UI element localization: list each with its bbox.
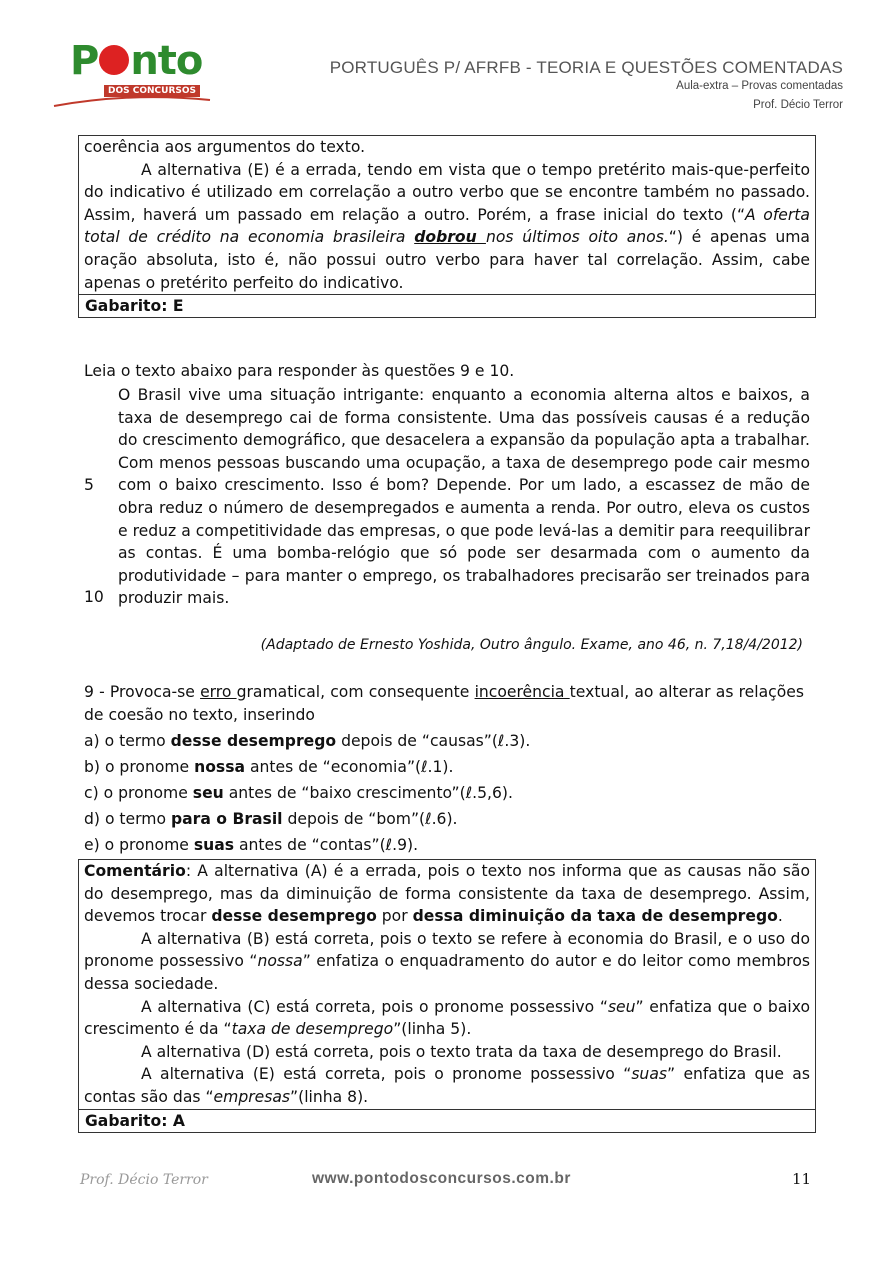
option-a: a) o termo desse desemprego depois de “causas”(ℓ.3). (84, 732, 531, 750)
comment-box-question-9 (78, 859, 816, 1133)
comment-paragraph: A alternativa (C) está correta, pois o pronome possessivo “seu” enfatiza que o baixo crescimento é da “taxa de desemprego”(linha 5). (84, 997, 811, 1039)
logo (52, 38, 217, 110)
logo-wordmark: P nto (70, 38, 203, 84)
footer-author: Prof. Décio Terror (80, 1172, 208, 1188)
option-c: c) o pronome seu antes de “baixo crescimento”(ℓ.5,6). (84, 784, 513, 802)
option-e: e) o pronome suas antes de “contas”(ℓ.9). (84, 836, 419, 854)
logo-subtitle: DOS CONCURSOS (104, 85, 200, 97)
header-author: Prof. Décio Terror (753, 99, 843, 111)
comment-paragraph: A alternativa (E) é a errada, tendo em vista que o tempo pretérito mais-que-perfeito do indicativo é utilizado em correlação a outro verbo que se encontre também no passado. Assim, haverá um passado em relação a outro. Porém, a frase inicial do texto (“A oferta total de crédito na economia brasileira dobrou nos últimos oito anos.“) é apenas uma oração absoluta, isto é, não possui outro verbo para haver tal correlação. Assim, cabe apenas o pretérito perfeito do indicativo. (84, 160, 810, 292)
logo-target-icon (99, 45, 129, 75)
footer-website-link[interactable]: www.pontodosconcursos.com.br (312, 1170, 571, 1187)
comment-line: coerência aos argumentos do texto. (84, 138, 366, 156)
option-d: d) o termo para o Brasil depois de “bom”(ℓ.6). (84, 810, 458, 828)
header-subtitle: Aula-extra – Provas comentadas (676, 80, 843, 92)
answer-key: Gabarito: A (79, 1109, 815, 1132)
option-b: b) o pronome nossa antes de “economia”(ℓ.1). (84, 758, 454, 776)
line-number: 10 (84, 588, 104, 606)
comment-paragraph: A alternativa (D) está correta, pois o texto trata da taxa de desemprego do Brasil. (141, 1042, 782, 1061)
header-title: PORTUGUÊS P/ AFRFB - TEORIA E QUESTÕES COMENTADAS (329, 58, 843, 77)
comment-box-previous (78, 135, 816, 318)
comment-paragraph: A alternativa (B) está correta, pois o texto se refere à economia do Brasil, e o uso do pronome possessivo “nossa” enfatiza o enquadramento do autor e do leitor como membros dessa sociedade. (84, 929, 810, 993)
line-number: 5 (84, 476, 94, 494)
question-9: 9 - Provoca-se erro gramatical, com consequente incoerência textual, ao alterar as relações de coesão no texto, inserindo (84, 683, 805, 724)
comment-paragraph: Comentário: A alternativa (A) é a errada, pois o texto nos informa que as causas não são do desemprego, mas da diminuição de forma consistente da taxa de desemprego. Assim, devemos trocar desse desemprego por dessa diminuição da taxa de desemprego. (84, 862, 810, 926)
logo-swoosh-icon (52, 94, 212, 108)
reading-passage: O Brasil vive uma situação intrigante: enquanto a economia alterna altos e baixos, a taxa de desemprego cai de forma consistente. Uma das possíveis causas é a redução do crescimento demográfico, que desacelera a expansão da população apta a trabalhar. Com menos pessoas buscando uma ocupação, a taxa de desemprego pode cair mesmo com o baixo crescimento. Isso é bom? Depende. Por um lado, a escassez de mão de obra reduz o número de desempregados e aumenta a renda. Por outro, eleva os custos e reduz a competitividade das empresas, o que pode levá-las a demitir para reequilibrar as contas. É uma bomba-relógio que só pode ser desarmada com o aumento da produtividade – para manter o emprego, os trabalhadores precisarão ser treinados para produzir mais. (118, 386, 810, 608)
passage-intro: Leia o texto abaixo para responder às questões 9 e 10. (84, 362, 515, 380)
answer-key: Gabarito: E (79, 294, 815, 317)
passage-source: (Adaptado de Ernesto Yoshida, Outro ângulo. Exame, ano 46, n. 7,18/4/2012) (260, 637, 803, 653)
page-number: 11 (792, 1170, 812, 1188)
comment-paragraph: A alternativa (E) está correta, pois o pronome possessivo “suas” enfatiza que as contas são das “empresas”(linha 8). (84, 1065, 810, 1106)
